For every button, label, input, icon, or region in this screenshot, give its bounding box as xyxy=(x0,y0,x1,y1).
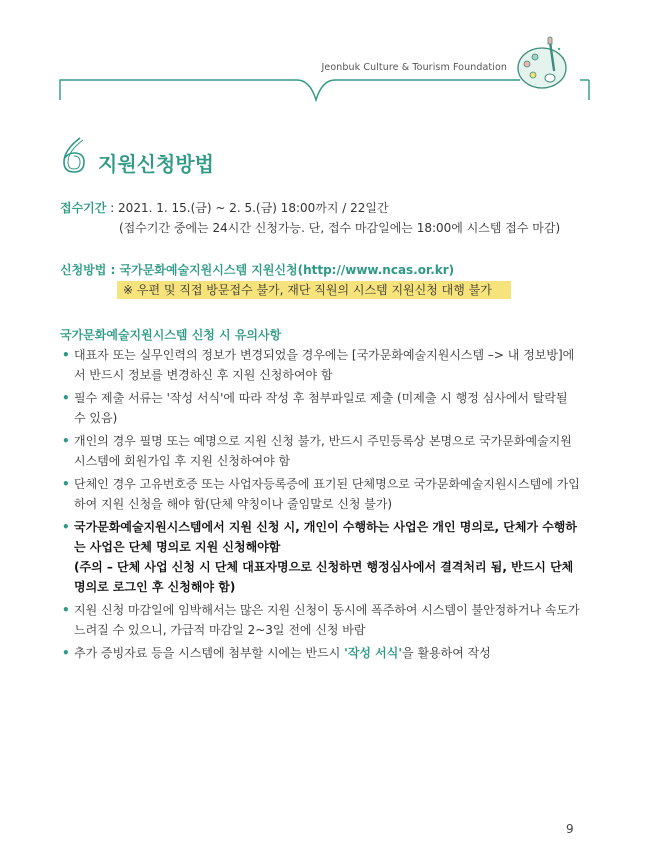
list-item: • 필수 제출 서류는 '작성 서식'에 따라 작성 후 첨부파일로 제출 (미제출 시 행정 심사에서 탈락될 수 있음) xyxy=(62,391,568,425)
method-notice: ※ 우편 및 직접 방문접수 불가, 재단 직원의 시스템 지원신청 대행 불가 xyxy=(123,283,492,297)
list-item-emphasis: • 국가문화예술지원시스템에서 지원 신청 시, 개인이 수행하는 사업은 개인 명의로, 단체가 수행하는 사업은 단체 명의로 지원 신청해야함 xyxy=(62,520,577,554)
list-item: • 대표자 또는 실무인력의 정보가 변경되었을 경우에는 [국가문화예술지원시스템 –> 내 정보방]에서 반드시 정보를 변경하신 후 지원 신청하여야 함 xyxy=(62,348,575,382)
art-palette-icon xyxy=(514,36,572,90)
period-value: 2021. 1. 15.(금) ~ 2. 5.(금) 18:00까지 / 22일간 xyxy=(118,201,389,215)
method-notice-highlight xyxy=(117,281,511,299)
method-label: 신청방법 xyxy=(60,263,107,277)
method-row: 신청방법 : 국가문화예술지원시스템 지원신청(http://www.ncas.or.kr) xyxy=(60,263,455,277)
organization-name: Jeonbuk Culture & Tourism Foundation xyxy=(321,62,507,73)
period-note: (접수기간 중에는 24시간 신청가능. 단, 접수 마감일에는 18:00에 시스템 접수 마감) xyxy=(119,221,561,235)
period-row: 접수기간 : 2021. 1. 15.(금) ~ 2. 5.(금) 18:00까지 / 22일간 xyxy=(60,201,389,215)
list-item-warning: (주의 – 단체 사업 신청 시 단체 대표자명으로 신청하면 행정심사에서 결격처리 됨, 반드시 단체 명의로 로그인 후 신청해야 함) xyxy=(74,560,574,594)
cautions-list xyxy=(60,345,580,666)
cautions-heading: 국가문화예술지원시스템 신청 시 유의사항 xyxy=(60,328,282,342)
period-label: 접수기간 xyxy=(60,201,107,215)
list-item: • 지원 신청 마감일에 임박해서는 많은 지원 신청이 동시에 폭주하여 시스템이 불안정하거나 속도가 느려질 수 있으니, 가급적 마감일 2~3일 전에 신청 바람 xyxy=(62,603,580,637)
list-item: • 단체인 경우 고유번호증 또는 사업자등록증에 표기된 단체명으로 국가문화예술지원시스템에 가입하여 지원 신청을 해야 함(단체 약칭이나 줄임말로 신청 불가) xyxy=(62,477,580,511)
section-title: 지원신청방법 xyxy=(98,152,214,176)
list-item: • 추가 증빙자료 등을 시스템에 첨부할 시에는 반드시 '작성 서식'을 활용하여 작성 xyxy=(62,646,491,660)
page-number: 9 xyxy=(566,822,574,836)
list-item: • 개인의 경우 필명 또는 예명으로 지원 신청 불가, 반드시 주민등록상 본명으로 국가문화예술지원시스템에 회원가입 후 지원 신청하여야 함 xyxy=(62,434,572,468)
method-value: 국가문화예술지원시스템 지원신청(http://www.ncas.or.kr) xyxy=(119,263,455,277)
form-template-highlight: '작성 서식' xyxy=(344,646,403,660)
section-number-graphic xyxy=(58,136,92,176)
